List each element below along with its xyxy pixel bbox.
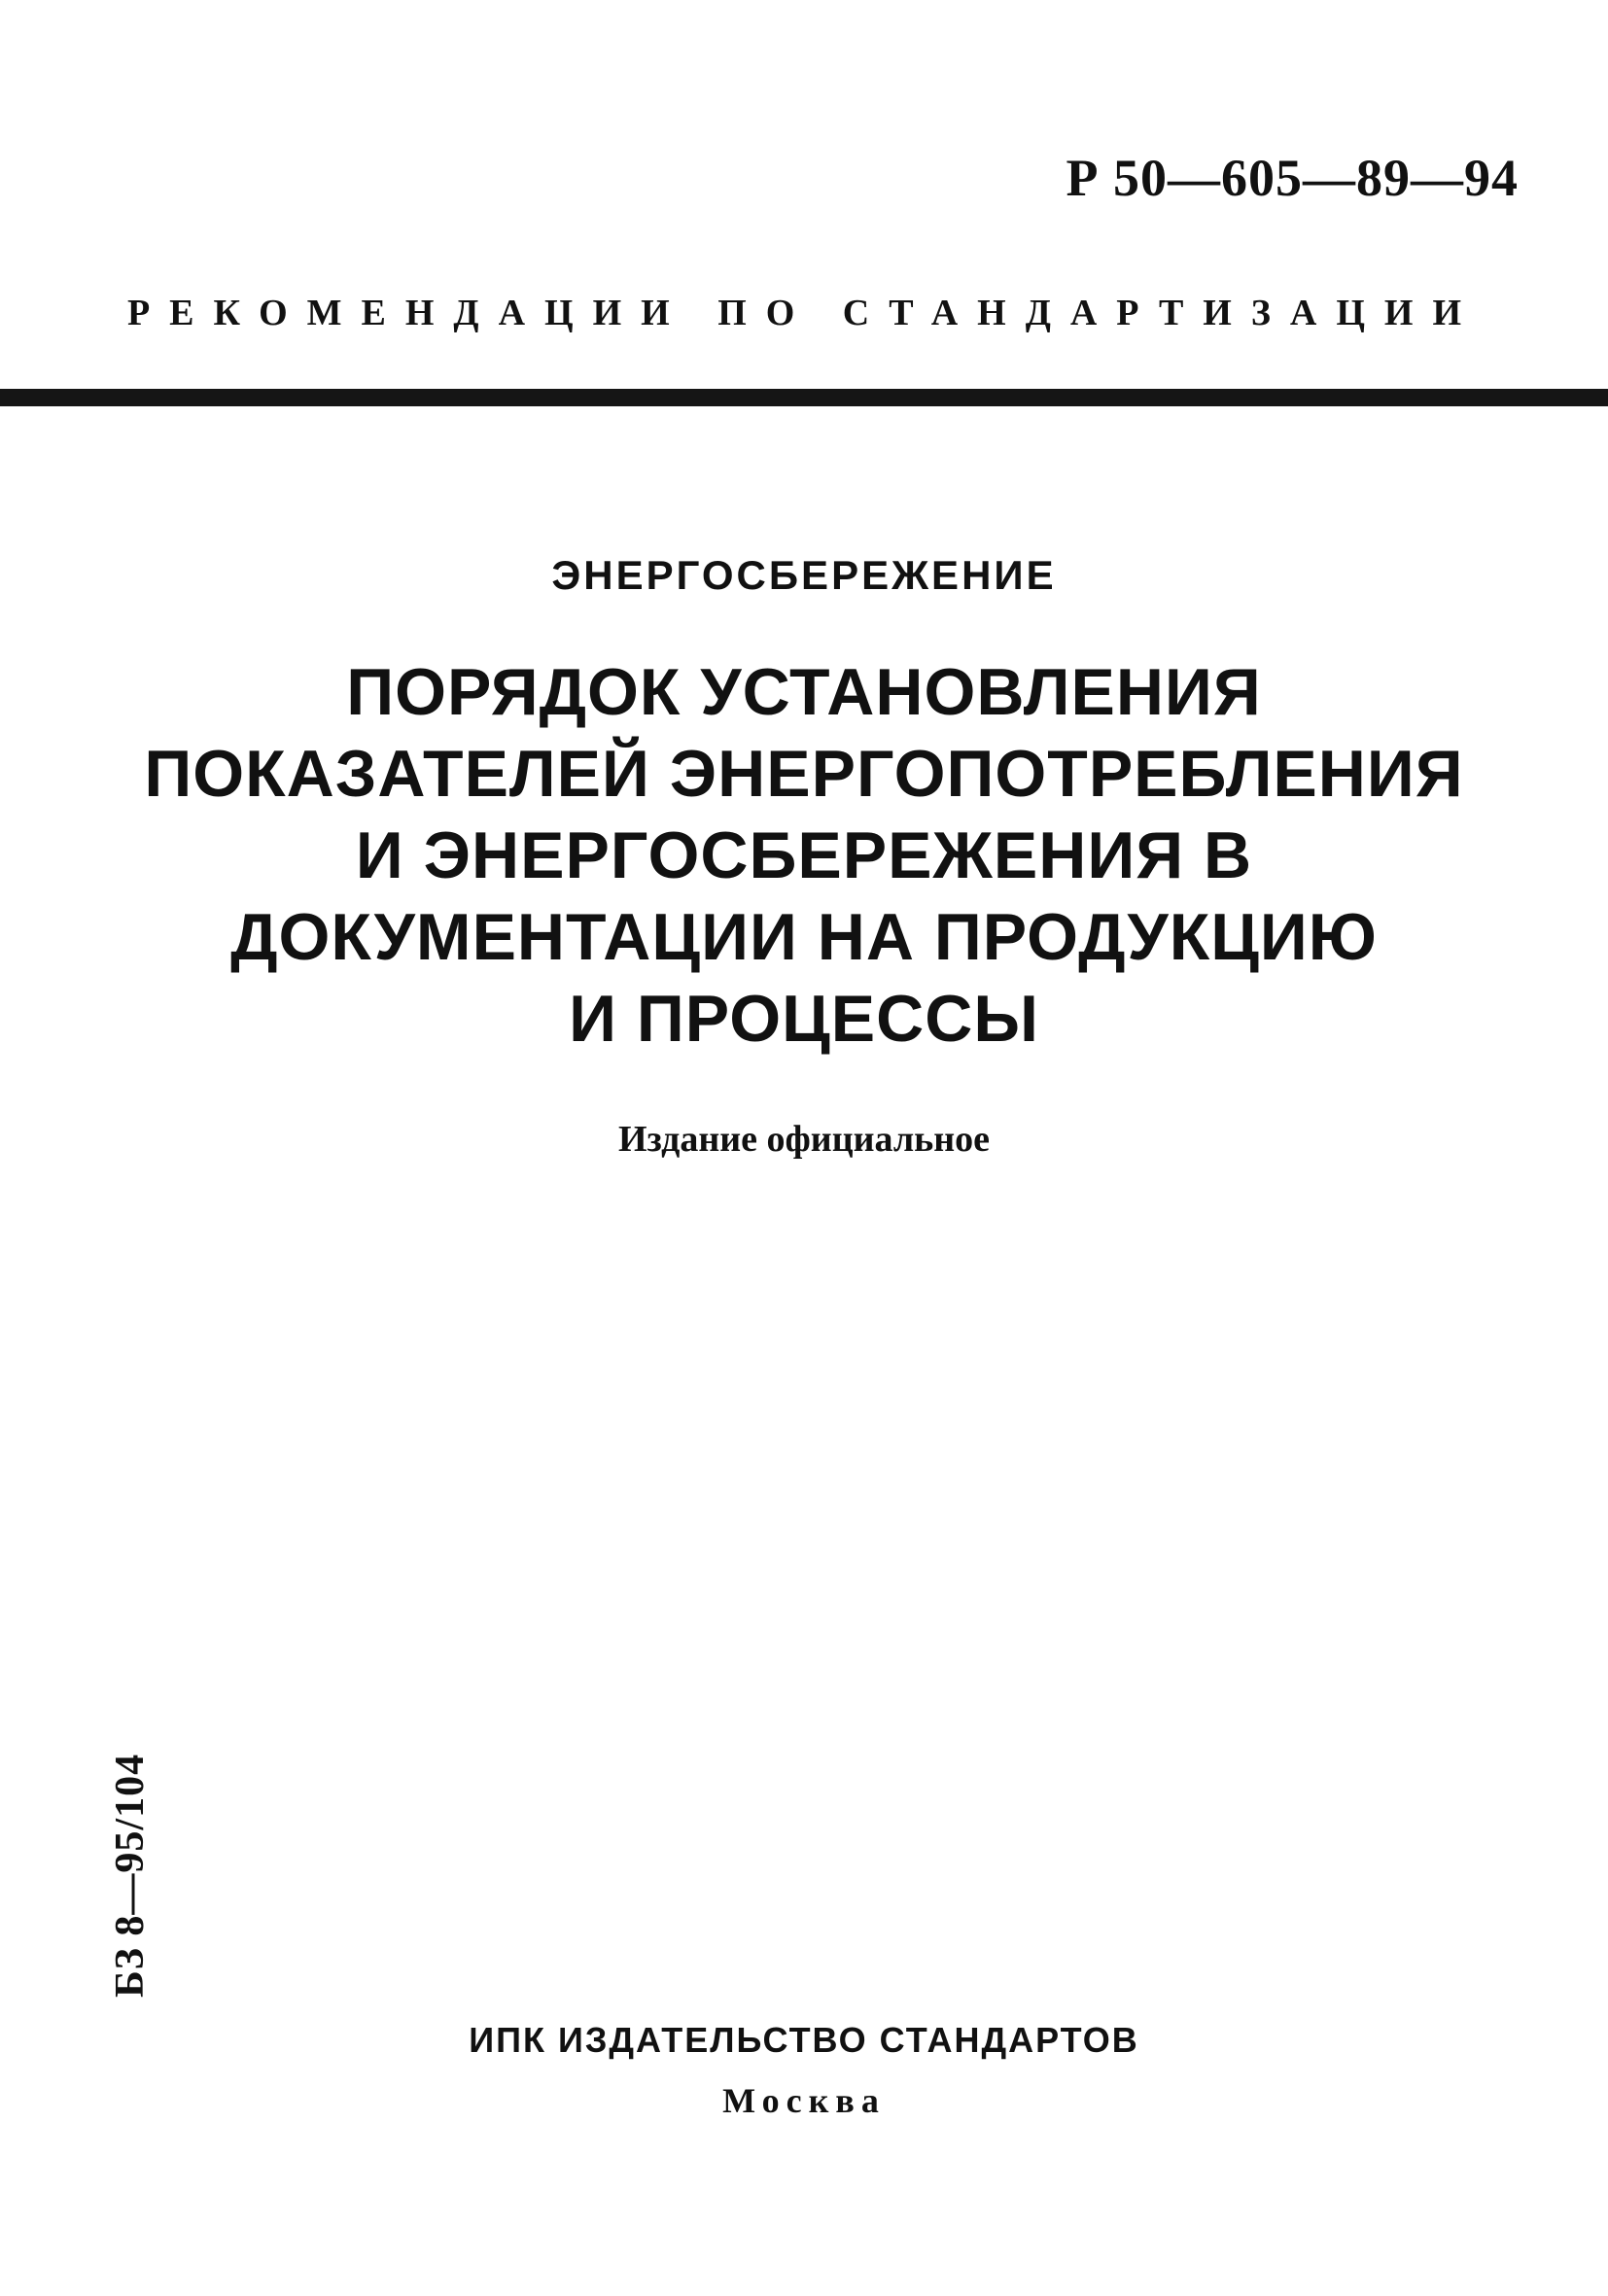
main-title [0, 651, 1608, 1060]
section-title: ЭНЕРГОСБЕРЕЖЕНИЕ [551, 552, 1057, 598]
main-title-line: ПОКАЗАТЕЛЕЙ ЭНЕРГОПОТРЕБЛЕНИЯ [144, 737, 1464, 811]
side-code: БЗ 8—95/104 [108, 1753, 153, 1998]
publisher-city: Москва [722, 2081, 886, 2120]
main-title-line: И ЭНЕРГОСБЕРЕЖЕНИЯ В [355, 818, 1253, 892]
main-title-line: ДОКУМЕНТАЦИИ НА ПРОДУКЦИЮ [230, 900, 1378, 974]
edition-label: Издание официальное [617, 1119, 990, 1160]
series-heading: РЕКОМЕНДАЦИИ ПО СТАНДАРТИЗАЦИИ [126, 293, 1482, 333]
horizontal-rule [0, 389, 1608, 406]
main-title-line: ПОРЯДОК УСТАНОВЛЕНИЯ [346, 655, 1262, 729]
main-title-line: И ПРОЦЕССЫ [569, 982, 1039, 1056]
publisher: ИПК ИЗДАТЕЛЬСТВО СТАНДАРТОВ [469, 2020, 1139, 2060]
document-number: Р 50—605—89—94 [1066, 149, 1519, 207]
